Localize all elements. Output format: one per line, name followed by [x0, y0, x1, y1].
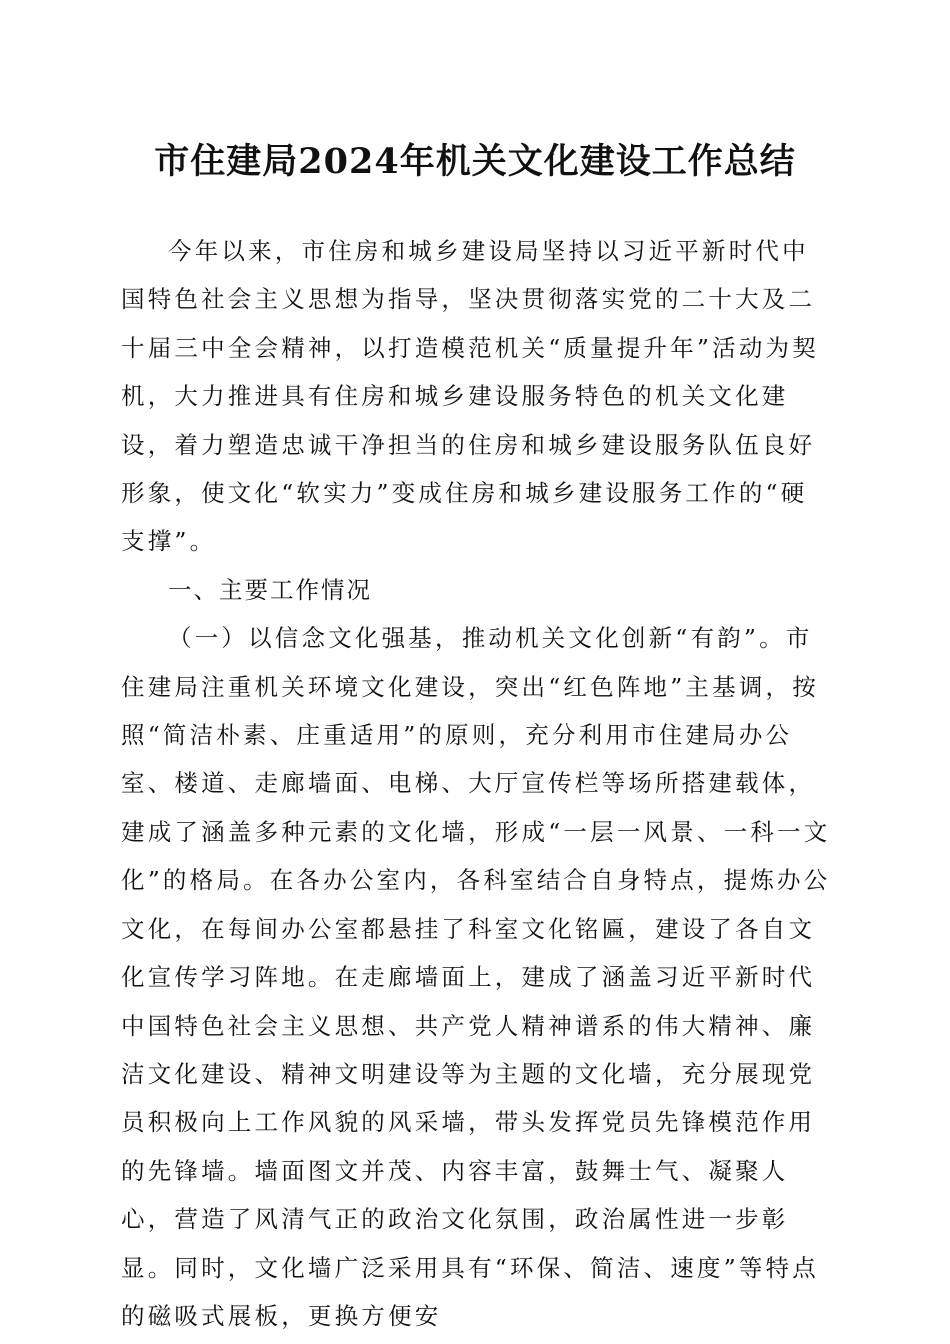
document-title: 市住建局2024年机关文化建设工作总结 — [154, 141, 796, 182]
intro-paragraph: 今年以来，市住房和城乡建设局坚持以习近平新时代中国特色社会主义思想为指导，坚决贯彻落实党的二十大及二十届三中全会精神，以打造模范机关“质量提升年”活动为契机，大力推进具有住房和城乡建设服务特色的机关文化建设，着力塑造忠诚干净担当的住房和城乡建设服务队伍良好形象，使文化“软实力”变成住房和城乡建设服务工作的“硬支撑”。 — [121, 237, 819, 556]
section-heading: 一、主要工作情况 — [168, 575, 372, 604]
document-body — [121, 227, 833, 1340]
section-paragraph: （一）以信念文化强基，推动机关文化创新“有韵”。市住建局注重机关环境文化建设，突出“红色阵地”主基调，按照“简洁朴素、庄重适用”的原则，充分利用市住建局办公室、楼道、走廊墙面、电梯、大厅宣传栏等场所搭建载体，建成了涵盖多种元素的文化墙，形成“一层一风景、一科一文化”的格局。在各办公室内，各科室结合自身特点，提炼办公文化，在每间办公室都悬挂了科室文化铭匾，建设了各自文化宣传学习阵地。在走廊墙面上，建成了涵盖习近平新时代中国特色社会主义思想、共产党人精神谱系的伟大精神、廉洁文化建设、精神文明建设等为主题的文化墙，充分展现党员积极向上工作风貌的风采墙，带头发挥党员先锋模范作用的先锋墙。墙面图文并茂、内容丰富，鼓舞士气、凝聚人心，营造了风清气正的政治文化氛围，政治属性进一步彰显。同时，文化墙广泛采用具有“环保、简洁、速度”等特点的磁吸式展板，更换方便安 — [121, 624, 831, 1330]
